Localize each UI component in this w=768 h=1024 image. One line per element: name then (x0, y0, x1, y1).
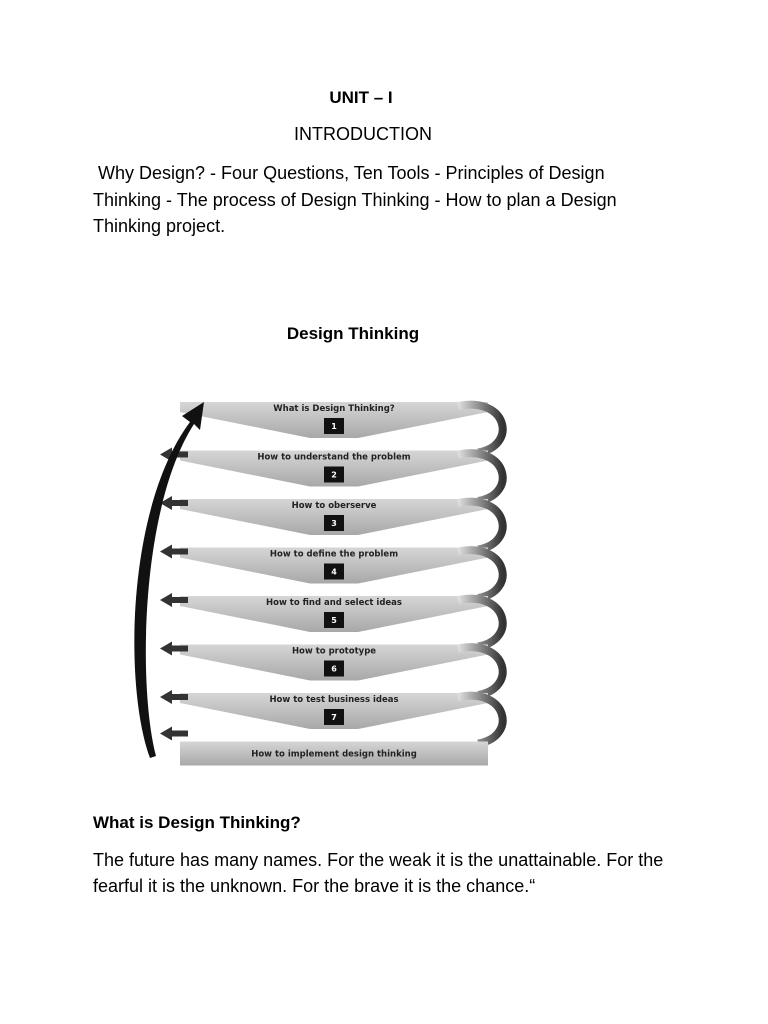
feedback-arrow (160, 727, 188, 741)
diagram-title: Design Thinking (286, 324, 420, 343)
step-label: How to understand the problem (257, 452, 411, 463)
step-number: 7 (331, 713, 337, 722)
step-number: 1 (331, 422, 337, 431)
step-number: 3 (331, 519, 337, 528)
design-thinking-diagram (120, 388, 520, 768)
step-number: 2 (331, 470, 337, 480)
step-label: How to prototype (291, 646, 377, 657)
step-label: How to oberserve (291, 501, 377, 511)
unit-heading: UNIT – I (329, 88, 393, 107)
step-label: How to implement design thinking (251, 749, 417, 760)
section-heading: What is Design Thinking? (93, 813, 301, 832)
step-number: 4 (331, 567, 337, 577)
step-label: What is Design Thinking? (273, 404, 395, 414)
introduction-summary: Why Design? - Four Questions, Ten Tools - Principles of Design Thinking - The process of Design Thinking - How to plan a Design Thinking project. (93, 163, 622, 236)
step-label: How to test business ideas (269, 695, 399, 705)
step-number: 5 (331, 616, 337, 625)
step-label: How to define the problem (269, 549, 399, 560)
step-label: How to find and select ideas (266, 598, 402, 608)
step-number: 6 (331, 664, 337, 674)
introduction-heading: INTRODUCTION (294, 124, 432, 144)
section-body: The future has many names. For the weak it is the unattainable. For the fearful it is the unknown. For the brave it is the chance.“ (93, 850, 664, 896)
